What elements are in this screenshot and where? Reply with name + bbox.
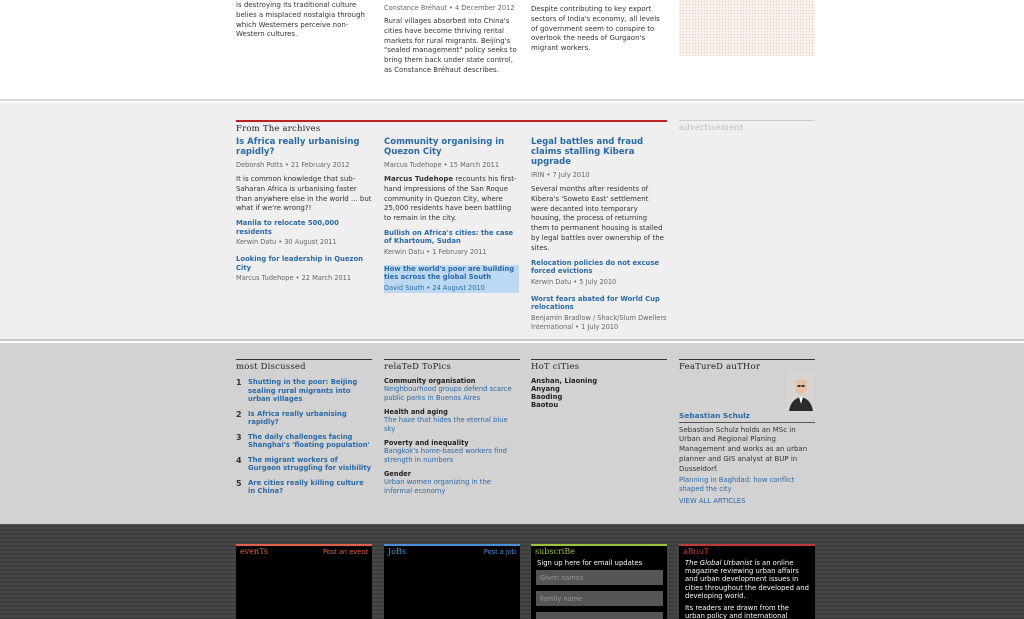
- summary-text: recounts his first-hand impressions of the San Roque community in Quezon City, where 25,000 residents have been battling to remain in the city.: [384, 175, 517, 223]
- related-byline: Kerwin Datu • 30 August 2011: [236, 238, 337, 247]
- archive-section: [0, 103, 1024, 341]
- family-name-field[interactable]: Family name: [536, 591, 663, 606]
- topic-title[interactable]: Gender: [384, 470, 412, 478]
- most-discussed: [236, 359, 372, 502]
- about-title: The Global Urbanist: [685, 559, 753, 567]
- jobs-box: [384, 544, 520, 619]
- ad-heading-wrap: [679, 120, 815, 133]
- events-box: [236, 544, 372, 619]
- hot-cities-list: [531, 377, 667, 409]
- item-link[interactable]: The migrant workers of Gurgaon struggling for visibility: [248, 455, 372, 472]
- topic-link[interactable]: The haze that hides the eternal blue sky: [384, 416, 508, 433]
- author-avatar[interactable]: [787, 373, 815, 411]
- topic-item: [384, 439, 520, 464]
- hot-cities: [531, 359, 667, 409]
- item-link[interactable]: The daily challenges facing Shanghai's 'floating population': [248, 432, 370, 449]
- related-byline: David South • 24 August 2010: [384, 283, 485, 292]
- jobs-title: JoBs: [388, 547, 407, 556]
- featured-author-heading: FeaTureD auTHor: [679, 359, 815, 372]
- advertisement-banner[interactable]: [679, 0, 815, 56]
- post-job-link[interactable]: Post a job: [483, 548, 516, 556]
- archive-article-summary: [384, 175, 520, 224]
- top-col-1-text: is destroying its traditional culture belies a misplaced nostalgia through which Westerners perceive non-Western cultures.: [236, 1, 365, 39]
- archive-article-byline: Deborah Potts • 21 February 2012: [236, 161, 350, 169]
- related-link[interactable]: Looking for leadership in Quezon City: [236, 255, 363, 272]
- advertisement-heading: advertisement: [679, 120, 815, 133]
- events-heading: [236, 546, 372, 558]
- author-name[interactable]: Sebastian Schulz: [679, 412, 815, 423]
- city-link[interactable]: Anshan, Liaoning: [531, 377, 598, 385]
- city-link[interactable]: Baoding: [531, 393, 563, 401]
- related-byline: Marcus Tudehope • 22 March 2011: [236, 274, 352, 283]
- top-section: [0, 0, 1024, 101]
- subscribe-text: Sign up here for email updates: [537, 559, 643, 567]
- subscribe-box: [531, 544, 667, 619]
- related-link[interactable]: Bullish on Africa's cities: the case of Khartoum, Sudan: [384, 228, 514, 246]
- related-link[interactable]: Relocation policies do not excuse forced evictions: [531, 258, 660, 276]
- related-topics-heading: relaTeD ToPics: [384, 359, 520, 372]
- item-link[interactable]: Shutting in the poor: Beijing sealing rural migrants into urban villages: [248, 378, 358, 403]
- archive-article-summary: It is common knowledge that sub-Saharan Africa is urbanising faster than anywhere else in the world ... but what if we're wrong?!: [236, 175, 372, 213]
- city-link[interactable]: Baotou: [531, 401, 559, 409]
- list-item: [236, 410, 372, 427]
- archive-column-2: [384, 137, 520, 293]
- post-event-link[interactable]: Post an event: [323, 548, 368, 556]
- most-discussed-list: [236, 378, 372, 496]
- top-col-2-text: Rural villages absorbed into China's cities have become thriving rental markets for rural migrants. Beijing's "sealed management" policy seeks to bring them back under state control, as Constance Bréhaut describes.: [384, 17, 517, 74]
- archive-column-3: [531, 137, 667, 332]
- archive-heading-wrap: [236, 120, 667, 134]
- archive-article-title[interactable]: Community organising in Quezon City: [384, 137, 505, 157]
- topic-item: [384, 408, 520, 433]
- top-col-1: [236, 1, 372, 40]
- archive-article-summary: Several months after residents of Kibera's 'Soweto East' settlement were decanted into temporary housing, the process of returning them to permanent housing is stalled by legal battles over ownership of the sites.: [531, 185, 664, 252]
- bottom-section: [0, 343, 1024, 524]
- archive-column-1: [236, 137, 372, 283]
- featured-author: [679, 359, 815, 506]
- list-item: [236, 378, 372, 404]
- related-byline: Benjamin Bradlow / Shack/Slum Dwellers International • 1 July 2010: [531, 313, 667, 331]
- view-all-articles-link[interactable]: VIEW ALL ARTICLES: [679, 497, 746, 506]
- subscribe-heading: subscriBe: [535, 547, 575, 556]
- events-title: evenTs: [240, 547, 268, 556]
- item-number: 4: [236, 455, 242, 465]
- about-text-2: Its readers are drawn from the urban policy and international: [685, 604, 789, 619]
- about-heading: aBouT: [683, 547, 709, 556]
- archive-article-title[interactable]: Legal battles and fraud claims stalling Kibera upgrade: [531, 137, 644, 167]
- most-discussed-heading: most Discussed: [236, 359, 372, 372]
- archive-article-byline: IRIN • 7 July 2010: [531, 171, 590, 179]
- given-names-field[interactable]: Given names: [536, 570, 663, 585]
- topic-link[interactable]: Neighbourhood groups defend scarce public parks in Buenos Aires: [384, 385, 512, 402]
- topic-title[interactable]: Community organisation: [384, 377, 476, 385]
- related-topics-list: [384, 377, 520, 495]
- item-link[interactable]: Are cities really killing culture in China?: [248, 478, 364, 495]
- topic-item: [384, 377, 520, 402]
- topic-title[interactable]: Poverty and inequality: [384, 439, 469, 447]
- footer-section: [0, 524, 1024, 619]
- related-topics: [384, 359, 520, 501]
- top-col-2-byline: Constance Bréhaut • 4 December 2012: [384, 4, 515, 12]
- archive-heading: From The archives: [236, 120, 667, 134]
- list-item: [236, 456, 372, 473]
- topic-link[interactable]: Bangkok's home-based workers find strength in numbers: [384, 447, 507, 464]
- top-col-3-text: Despite contributing to key export sectors of India's economy, all levels of government seem to conspire to overlook the needs of Gurgaon's migrant workers.: [531, 5, 660, 53]
- topic-link[interactable]: Urban women organizing in the informal economy: [384, 478, 491, 495]
- item-number: 1: [236, 378, 242, 387]
- hot-cities-heading: HoT ciTies: [531, 359, 667, 372]
- city-link[interactable]: Anyang: [531, 385, 560, 393]
- related-link[interactable]: How the world's poor are building ties across the global South: [384, 264, 515, 282]
- item-number: 5: [236, 478, 242, 488]
- item-number: 2: [236, 409, 242, 419]
- about-box: [679, 544, 815, 619]
- email-field[interactable]: [536, 612, 663, 619]
- related-link[interactable]: Worst fears abated for World Cup relocations: [531, 294, 660, 312]
- related-link[interactable]: Manila to relocate 500,000 residents: [236, 219, 339, 236]
- summary-author: Marcus Tudehope: [384, 175, 454, 183]
- archive-article-title[interactable]: Is Africa really urbanising rapidly?: [236, 137, 360, 157]
- top-col-3: [531, 5, 667, 54]
- related-byline: Kerwin Datu • 1 February 2011: [384, 247, 487, 256]
- topic-title[interactable]: Health and aging: [384, 408, 448, 416]
- list-item: [236, 433, 372, 450]
- topic-item: [384, 470, 520, 495]
- jobs-heading: [384, 546, 520, 558]
- related-byline: Kerwin Datu • 5 July 2010: [531, 277, 617, 286]
- about-text: [679, 558, 815, 600]
- item-number: 3: [236, 432, 242, 442]
- author-bio: Sebastian Schulz holds an MSc in Urban and Regional Planing Management and works as an urban planner and GIS analyst at BUP in Dusseldorf.: [679, 425, 808, 473]
- item-link[interactable]: Is Africa really urbanising rapidly?: [248, 409, 347, 426]
- highlighted-related[interactable]: [384, 265, 519, 293]
- author-article-link[interactable]: Planning in Baghdad: how conflict shaped the city: [679, 476, 795, 493]
- list-item: [236, 479, 372, 496]
- about-body: is an online magazine reviewing urban affairs and urban development issues in cities throughout the developed and developing world.: [685, 559, 809, 600]
- archive-article-byline: Marcus Tudehope • 15 March 2011: [384, 161, 500, 169]
- top-col-2: [384, 4, 520, 76]
